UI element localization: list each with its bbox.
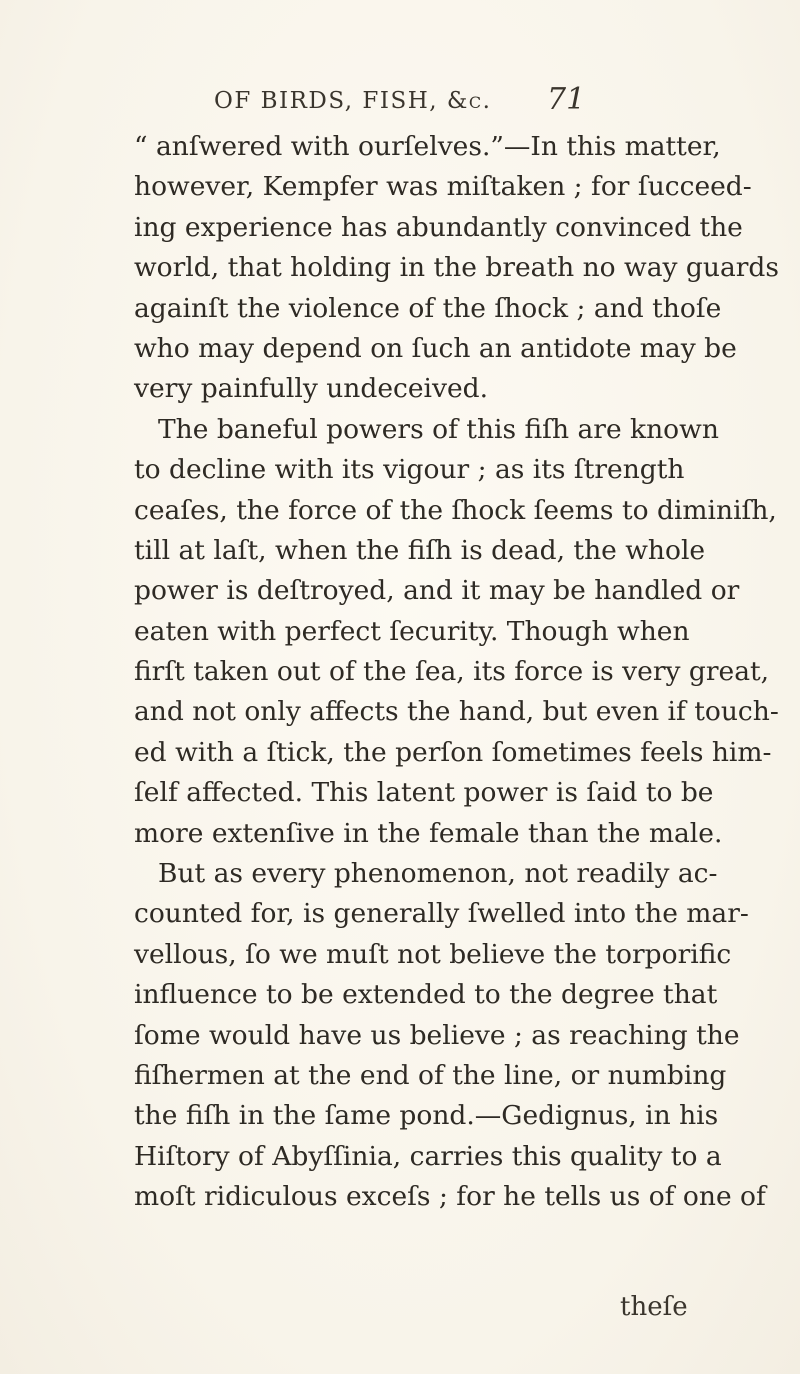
text-line: vellous, ſo we muſt not believe the torporific — [134, 938, 732, 970]
text-line: But as every phenomenon, not readily ac- — [158, 858, 718, 890]
text-line: ſelf affected. This latent power is ſaid to be — [134, 777, 714, 809]
text-line: fiſhermen at the end of the line, or numbing — [134, 1059, 727, 1091]
body-text — [134, 127, 779, 1218]
text-line: influence to be extended to the degree that — [134, 979, 718, 1011]
text-line: more extenſive in the female than the male. — [134, 817, 723, 849]
text-line: and not only affects the hand, but even if touch- — [134, 696, 779, 728]
catchword-row — [0, 1292, 800, 1332]
text-line: firſt taken out of the ſea, its force is very great, — [134, 656, 770, 688]
text-line: moſt ridiculous exceſs ; for he tells us of one of — [134, 1181, 766, 1213]
text-line: very painfully undeceived. — [134, 373, 489, 405]
text-line: the fiſh in the ſame pond.—Gedignus, in his — [134, 1100, 719, 1132]
text-line: The baneful powers of this fiſh are known — [158, 413, 719, 445]
text-line: power is deſtroyed, and it may be handled or — [134, 575, 740, 607]
text-line: Hiſtory of Abyſſinia, carries this quality to a — [134, 1140, 722, 1172]
text-line: however, Kempfer was miſtaken ; for ſucceed- — [134, 171, 752, 203]
text-line: “ anſwered with ourſelves.”—In this matter, — [134, 131, 721, 162]
text-line: till at laſt, when the fiſh is dead, the whole — [134, 534, 706, 566]
text-line: who may depend on ſuch an antidote may be — [134, 332, 737, 364]
text-line: world, that holding in the breath no way guards — [134, 252, 779, 284]
text-line: ed with a ſtick, the perſon ſometimes feels him- — [134, 736, 772, 768]
text-line: ſome would have us believe ; as reaching the — [134, 1019, 740, 1051]
page-number: 71 — [547, 82, 586, 117]
text-line: ceaſes, the force of the ſhock ſeems to diminiſh, — [134, 494, 777, 526]
text-line: eaten with perfect ſecurity. Though when — [134, 615, 690, 647]
text-line: to decline with its vigour ; as its ſtrength — [134, 454, 685, 486]
text-line: counted for, is generally ſwelled into the mar- — [134, 898, 749, 930]
catchword: theſe — [620, 1292, 688, 1322]
text-line: againſt the violence of the ſhock ; and thoſe — [134, 292, 722, 324]
text-line: ing experience has abundantly convinced the — [134, 211, 743, 243]
page-header — [0, 82, 800, 122]
running-head: OF BIRDS, FISH, &c. — [214, 88, 492, 114]
